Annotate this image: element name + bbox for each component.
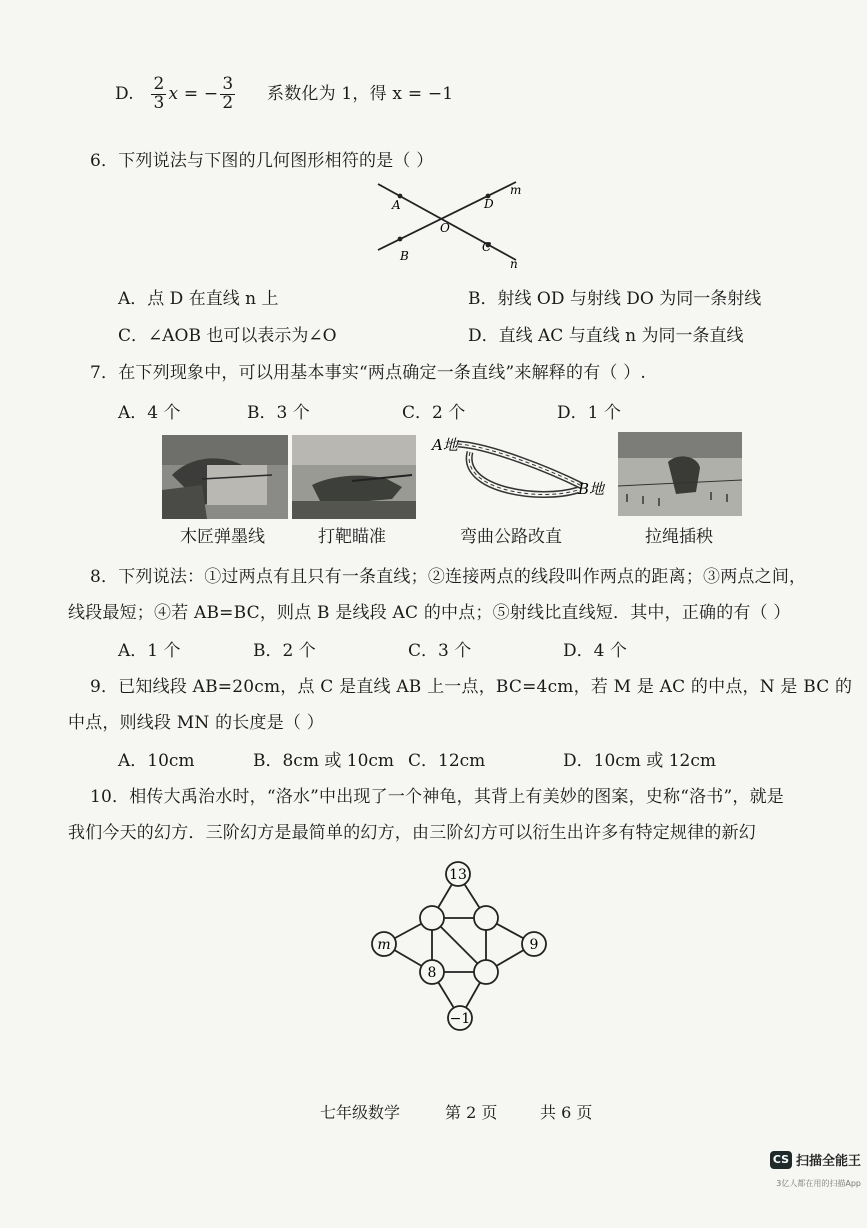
shooting-photo [292, 435, 416, 519]
q9-option-a: A．10cm [118, 751, 195, 771]
q7-option-b: B．3 个 [247, 403, 310, 423]
label-a: A [392, 198, 401, 212]
carpenter-photo [162, 435, 288, 519]
q6-option-b: B．射线 OD 与射线 DO 为同一条射线 [468, 289, 762, 309]
road-straightening-figure [430, 430, 610, 502]
q8-option-b: B．2 个 [253, 641, 316, 661]
label-c: C [482, 240, 492, 254]
fraction: $\frac{2}{3}$ [153, 74, 165, 113]
node-mid-value: 8 [427, 965, 437, 981]
label-d: D [484, 197, 494, 211]
q9-option-d: D．10cm 或 12cm [563, 751, 716, 771]
q8-line-1: 8．下列说法：①过两点有且只有一条直线；②连接两点的线段叫作两点的距离；③两点之间， [90, 567, 807, 587]
q7-option-c: C．2 个 [402, 403, 466, 423]
caption-shooting: 打靶瞄准 [318, 527, 386, 547]
q6-intersecting-lines-figure [370, 176, 530, 272]
node-top-value: 13 [449, 867, 467, 883]
fraction: $\frac{3}{2}$ [222, 74, 234, 113]
footer-page: 第 2 页 [445, 1103, 498, 1122]
camscanner-logo-icon: CS [770, 1151, 792, 1169]
label-m: m [510, 183, 522, 197]
scanner-name: 扫描全能王 [795, 1154, 861, 1169]
q8-option-a: A．1 个 [118, 641, 181, 661]
q9-line-2: 中点，则线段 MN 的长度是（ ） [68, 713, 324, 733]
q8-option-c: C．3 个 [408, 641, 472, 661]
q6-option-a: A．点 D 在直线 n 上 [118, 289, 279, 309]
caption-carpenter: 木匠弹墨线 [180, 527, 265, 547]
label-n: n [510, 257, 518, 271]
q6-option-d: D．直线 AC 与直线 n 为同一条直线 [468, 326, 744, 346]
q7-option-d: D．1 个 [557, 403, 621, 423]
q8-line-2: 线段最短；④若 AB=BC，则点 B 是线段 AC 的中点；⑤射线比直线短．其中，正确的有（ ） [68, 603, 791, 623]
caption-rice: 拉绳插秧 [645, 527, 713, 547]
q6-option-c: C．∠AOB 也可以表示为∠O [118, 326, 337, 346]
footer-total: 共 6 页 [540, 1103, 593, 1122]
label-b: B [400, 249, 409, 263]
road-label-b: B地 [578, 480, 605, 498]
q10-line-1: 10．相传大禹治水时，“洛水”中出现了一个神龟，其背上有美妙的图案，史称“洛书”，就是 [90, 787, 784, 807]
scanner-watermark [770, 1150, 861, 1169]
q9-option-c: C．12cm [408, 751, 486, 771]
q10-line-2: 我们今天的幻方．三阶幻方是最简单的幻方，由三阶幻方可以衍生出许多有特定规律的新幻 [68, 823, 756, 843]
node-right-value: 9 [529, 937, 539, 953]
magic-figure-diagram [366, 856, 556, 1036]
q9-option-b: B．8cm 或 10cm [253, 751, 395, 771]
q7-stem: 7．在下列现象中，可以用基本事实“两点确定一条直线”来解释的有（ ）. [90, 363, 647, 383]
q6-stem: 6．下列说法与下图的几何图形相符的是（ ） [90, 151, 434, 171]
node-bottom-value: −1 [449, 1011, 471, 1027]
q9-line-1: 9．已知线段 AB=20cm，点 C 是直线 AB 上一点，BC=4cm，若 M 是 AC 的中点，N 是 BC 的 [90, 677, 853, 697]
rice-planting-photo [618, 432, 742, 516]
footer-subject: 七年级数学 [320, 1103, 401, 1122]
road-label-a: A地 [432, 436, 458, 454]
q8-option-d: D．4 个 [563, 641, 627, 661]
node-left-value: m [377, 937, 391, 953]
scanner-tagline: 3亿人都在用的扫描App [776, 1179, 861, 1188]
caption-road: 弯曲公路改直 [460, 527, 562, 547]
label-o: O [440, 221, 450, 235]
q5-option-d: D. $\frac{2}{3}$ x = − $\frac{3}{2}$ 系数化为 1，得 x = −1 [115, 74, 454, 113]
q7-option-a: A．4 个 [118, 403, 181, 423]
